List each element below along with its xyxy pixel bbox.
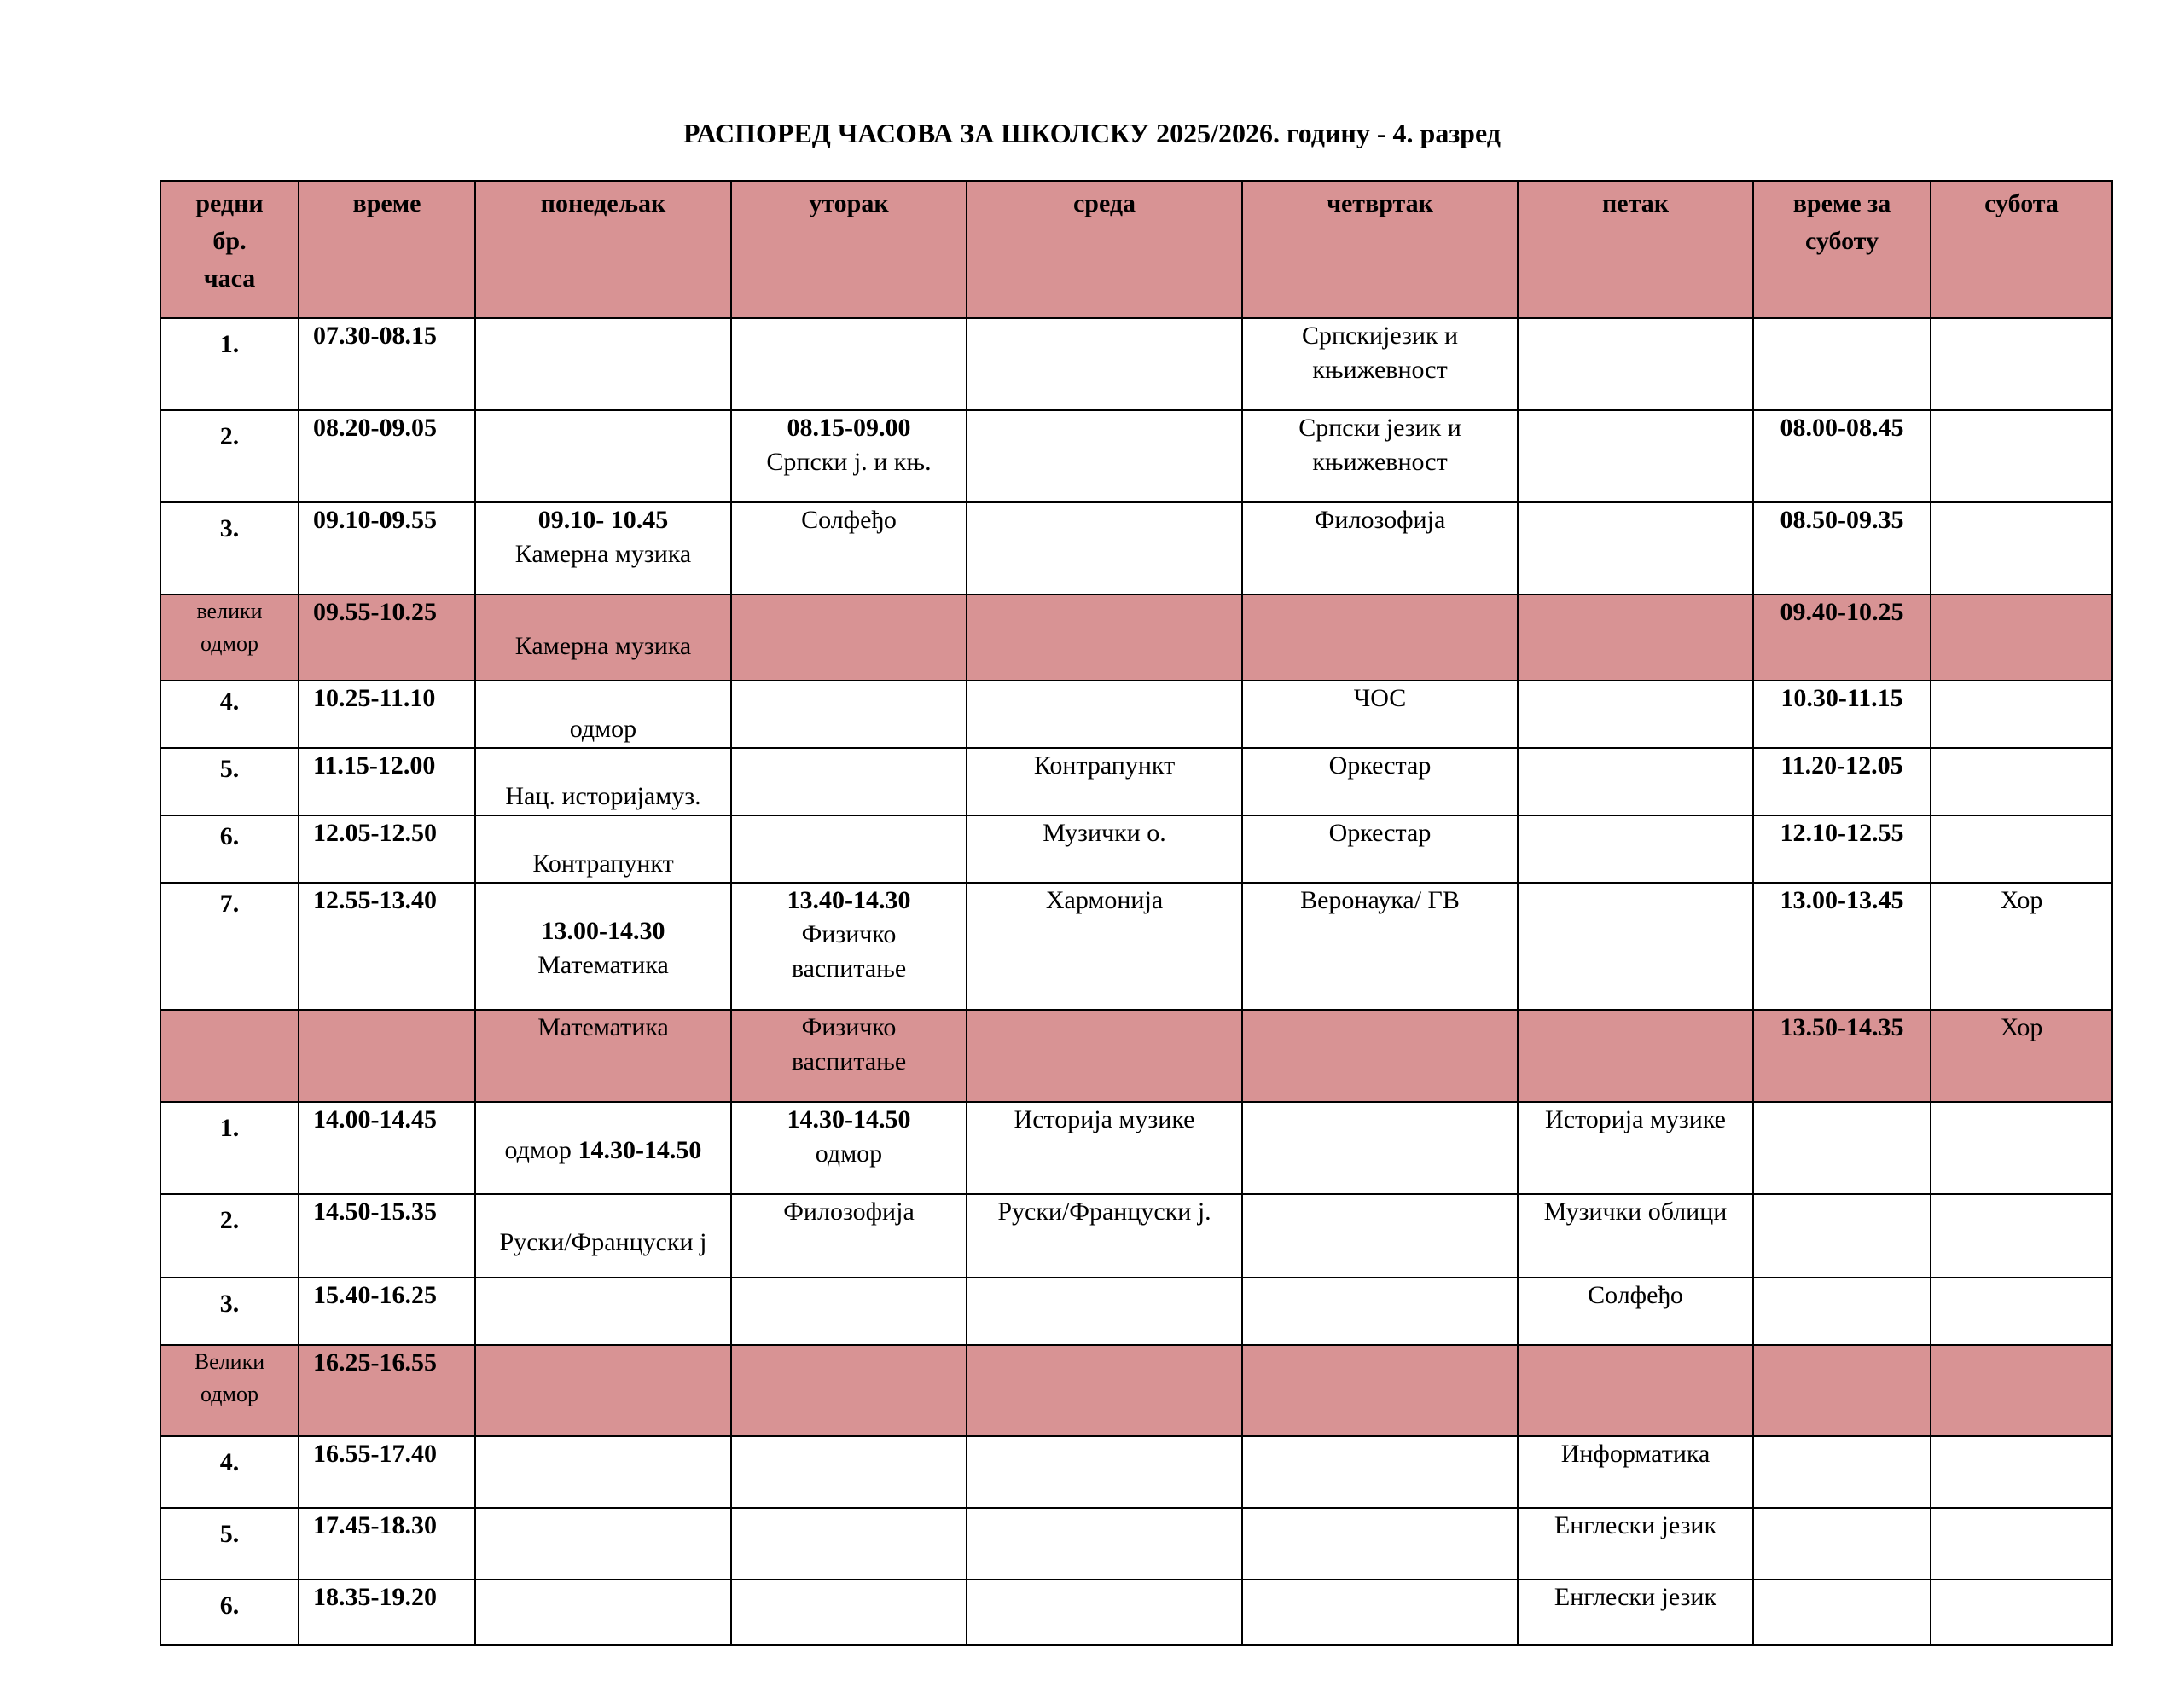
friday-cell: Солфеђо (1518, 1278, 1753, 1345)
lesson-number-cell: 2. (160, 1194, 299, 1278)
thursday-cell (1242, 1580, 1518, 1645)
time-cell: 12.55-13.40 (299, 883, 475, 1010)
header-friday: петак (1518, 181, 1753, 318)
monday-cell: 09.10- 10.45 Камерна музика (475, 502, 731, 594)
lesson-number-cell: 6. (160, 1580, 299, 1645)
saturday-time-cell: 08.00-08.45 (1753, 410, 1931, 502)
saturday-cell (1931, 748, 2112, 815)
thursday-cell (1242, 1194, 1518, 1278)
saturday-time-cell (1753, 1102, 1931, 1194)
tuesday-cell: 14.30-14.50 одмор (731, 1102, 967, 1194)
table-row (160, 1194, 2112, 1278)
saturday-time-cell: 09.40-10.25 (1753, 594, 1931, 681)
saturday-time-cell (1753, 1436, 1931, 1508)
lesson-number-cell: 1. (160, 1102, 299, 1194)
header-monday: понедељак (475, 181, 731, 318)
tuesday-cell (731, 1580, 967, 1645)
lesson-number-cell: 7. (160, 883, 299, 1010)
monday-cell (475, 410, 731, 502)
monday-cell (475, 318, 731, 410)
table-row (160, 1436, 2112, 1508)
wednesday-cell (967, 1580, 1242, 1645)
wednesday-cell: Контрапункт (967, 748, 1242, 815)
tuesday-cell (731, 1436, 967, 1508)
table-row (160, 883, 2112, 1010)
thursday-cell (1242, 1345, 1518, 1436)
monday-cell (475, 1508, 731, 1580)
time-cell: 15.40-16.25 (299, 1278, 475, 1345)
wednesday-cell (967, 594, 1242, 681)
lesson-number-cell: 6. (160, 815, 299, 883)
time-cell: 08.20-09.05 (299, 410, 475, 502)
saturday-cell (1931, 1508, 2112, 1580)
time-cell: 16.55-17.40 (299, 1436, 475, 1508)
lesson-number-cell: 3. (160, 1278, 299, 1345)
thursday-cell (1242, 1102, 1518, 1194)
thursday-cell (1242, 1278, 1518, 1345)
lesson-number-cell: 5. (160, 1508, 299, 1580)
saturday-time-cell: 10.30-11.15 (1753, 681, 1931, 748)
table-row (160, 410, 2112, 502)
thursday-cell: Оркестар (1242, 815, 1518, 883)
lesson-number-cell: 4. (160, 1436, 299, 1508)
friday-cell: Информатика (1518, 1436, 1753, 1508)
tuesday-cell (731, 681, 967, 748)
thursday-cell (1242, 1508, 1518, 1580)
saturday-cell: Хор (1931, 1010, 2112, 1102)
monday-cell (475, 1580, 731, 1645)
friday-cell (1518, 1010, 1753, 1102)
header-wednesday: среда (967, 181, 1242, 318)
thursday-cell (1242, 1010, 1518, 1102)
wednesday-cell (967, 410, 1242, 502)
saturday-cell (1931, 1436, 2112, 1508)
break-label-cell: Велики одмор (160, 1345, 299, 1436)
saturday-time-cell (1753, 318, 1931, 410)
thursday-cell: Српскијезик и књижевност (1242, 318, 1518, 410)
tuesday-cell: Солфеђо (731, 502, 967, 594)
lesson-number-cell (160, 1010, 299, 1102)
friday-cell (1518, 594, 1753, 681)
time-cell: 10.25-11.10 (299, 681, 475, 748)
monday-cell: Контрапункт (475, 815, 731, 883)
saturday-cell (1931, 318, 2112, 410)
friday-cell (1518, 815, 1753, 883)
tuesday-cell (731, 318, 967, 410)
table-row (160, 502, 2112, 594)
table-row (160, 318, 2112, 410)
saturday-cell (1931, 1580, 2112, 1645)
friday-cell (1518, 318, 1753, 410)
saturday-cell (1931, 502, 2112, 594)
table-row (160, 1102, 2112, 1194)
time-cell: 17.45-18.30 (299, 1508, 475, 1580)
saturday-time-cell (1753, 1194, 1931, 1278)
time-cell: 18.35-19.20 (299, 1580, 475, 1645)
tuesday-cell (731, 748, 967, 815)
wednesday-cell (967, 502, 1242, 594)
time-cell: 09.55-10.25 (299, 594, 475, 681)
tuesday-cell (731, 1345, 967, 1436)
break-row (160, 1345, 2112, 1436)
thursday-cell: Филозофија (1242, 502, 1518, 594)
saturday-time-cell: 08.50-09.35 (1753, 502, 1931, 594)
table-row (160, 748, 2112, 815)
wednesday-cell (967, 1436, 1242, 1508)
friday-cell: Енглески језик (1518, 1580, 1753, 1645)
monday-cell: Нац. историјамуз. (475, 748, 731, 815)
friday-cell: Енглески језик (1518, 1508, 1753, 1580)
time-cell: 16.25-16.55 (299, 1345, 475, 1436)
thursday-cell: Веронаука/ ГВ (1242, 883, 1518, 1010)
monday-cell: Камерна музика (475, 594, 731, 681)
saturday-time-cell (1753, 1345, 1931, 1436)
monday-cell (475, 1345, 731, 1436)
schedule-table (160, 180, 2113, 1646)
header-row (160, 181, 2112, 318)
friday-cell (1518, 502, 1753, 594)
saturday-time-cell: 11.20-12.05 (1753, 748, 1931, 815)
wednesday-cell: Хармонија (967, 883, 1242, 1010)
monday-cell (475, 1436, 731, 1508)
table-row (160, 1278, 2112, 1345)
saturday-time-cell (1753, 1278, 1931, 1345)
wednesday-cell: Руски/Француски ј. (967, 1194, 1242, 1278)
saturday-cell (1931, 681, 2112, 748)
wednesday-cell (967, 1278, 1242, 1345)
lesson-number-cell: 5. (160, 748, 299, 815)
table-row (160, 1508, 2112, 1580)
tuesday-cell: Физичко васпитање (731, 1010, 967, 1102)
wednesday-cell (967, 681, 1242, 748)
lesson-number-cell: 3. (160, 502, 299, 594)
tuesday-cell: 13.40-14.30 Физичко васпитање (731, 883, 967, 1010)
lesson-number-cell: 4. (160, 681, 299, 748)
tuesday-cell (731, 1278, 967, 1345)
tuesday-cell (731, 815, 967, 883)
wednesday-cell: Историја музике (967, 1102, 1242, 1194)
header-thursday: четвртак (1242, 181, 1518, 318)
saturday-cell (1931, 815, 2112, 883)
saturday-cell (1931, 410, 2112, 502)
saturday-time-cell: 13.00-13.45 (1753, 883, 1931, 1010)
thursday-cell: ЧОС (1242, 681, 1518, 748)
saturday-time-cell (1753, 1580, 1931, 1645)
time-cell: 12.05-12.50 (299, 815, 475, 883)
thursday-cell (1242, 1436, 1518, 1508)
tuesday-cell: Филозофија (731, 1194, 967, 1278)
lesson-number-cell: 2. (160, 410, 299, 502)
header-time: време (299, 181, 475, 318)
time-cell: 14.50-15.35 (299, 1194, 475, 1278)
friday-cell (1518, 410, 1753, 502)
saturday-cell (1931, 1194, 2112, 1278)
saturday-time-cell (1753, 1508, 1931, 1580)
continuation-row (160, 1010, 2112, 1102)
tuesday-cell: 08.15-09.00 Српски ј. и књ. (731, 410, 967, 502)
lesson-number-cell: 1. (160, 318, 299, 410)
header-lesson-number: редни бр. часа (160, 181, 299, 318)
friday-cell (1518, 883, 1753, 1010)
header-saturday-time: време за суботу (1753, 181, 1931, 318)
monday-cell: Руски/Француски ј (475, 1194, 731, 1278)
header-saturday: субота (1931, 181, 2112, 318)
monday-cell: Математика (475, 1010, 731, 1102)
friday-cell: Музички облици (1518, 1194, 1753, 1278)
table-row (160, 1580, 2112, 1645)
wednesday-cell (967, 1010, 1242, 1102)
time-cell: 11.15-12.00 (299, 748, 475, 815)
time-cell: 09.10-09.55 (299, 502, 475, 594)
wednesday-cell (967, 1508, 1242, 1580)
table-row (160, 681, 2112, 748)
saturday-cell (1931, 1102, 2112, 1194)
saturday-time-cell: 12.10-12.55 (1753, 815, 1931, 883)
saturday-time-cell: 13.50-14.35 (1753, 1010, 1931, 1102)
saturday-cell (1931, 1345, 2112, 1436)
tuesday-cell (731, 1508, 967, 1580)
break-label-cell: велики одмор (160, 594, 299, 681)
friday-cell (1518, 681, 1753, 748)
time-cell: 14.00-14.45 (299, 1102, 475, 1194)
saturday-cell (1931, 1278, 2112, 1345)
wednesday-cell: Музички о. (967, 815, 1242, 883)
thursday-cell: Оркестар (1242, 748, 1518, 815)
tuesday-cell (731, 594, 967, 681)
table-row (160, 815, 2112, 883)
friday-cell (1518, 1345, 1753, 1436)
break-row (160, 594, 2112, 681)
wednesday-cell (967, 318, 1242, 410)
saturday-cell (1931, 594, 2112, 681)
wednesday-cell (967, 1345, 1242, 1436)
time-cell (299, 1010, 475, 1102)
saturday-cell: Хор (1931, 883, 2112, 1010)
monday-cell: одмор 14.30-14.50 (475, 1102, 731, 1194)
header-tuesday: уторак (731, 181, 967, 318)
time-cell: 07.30-08.15 (299, 318, 475, 410)
thursday-cell (1242, 594, 1518, 681)
monday-cell (475, 1278, 731, 1345)
monday-cell: одмор (475, 681, 731, 748)
friday-cell: Историја музике (1518, 1102, 1753, 1194)
monday-cell: 13.00-14.30 Математика (475, 883, 731, 1010)
page-title: РАСПОРЕД ЧАСОВА ЗА ШКОЛСКУ 2025/2026. годину - 4. разред (683, 118, 1501, 148)
friday-cell (1518, 748, 1753, 815)
thursday-cell: Српски језик и књижевност (1242, 410, 1518, 502)
